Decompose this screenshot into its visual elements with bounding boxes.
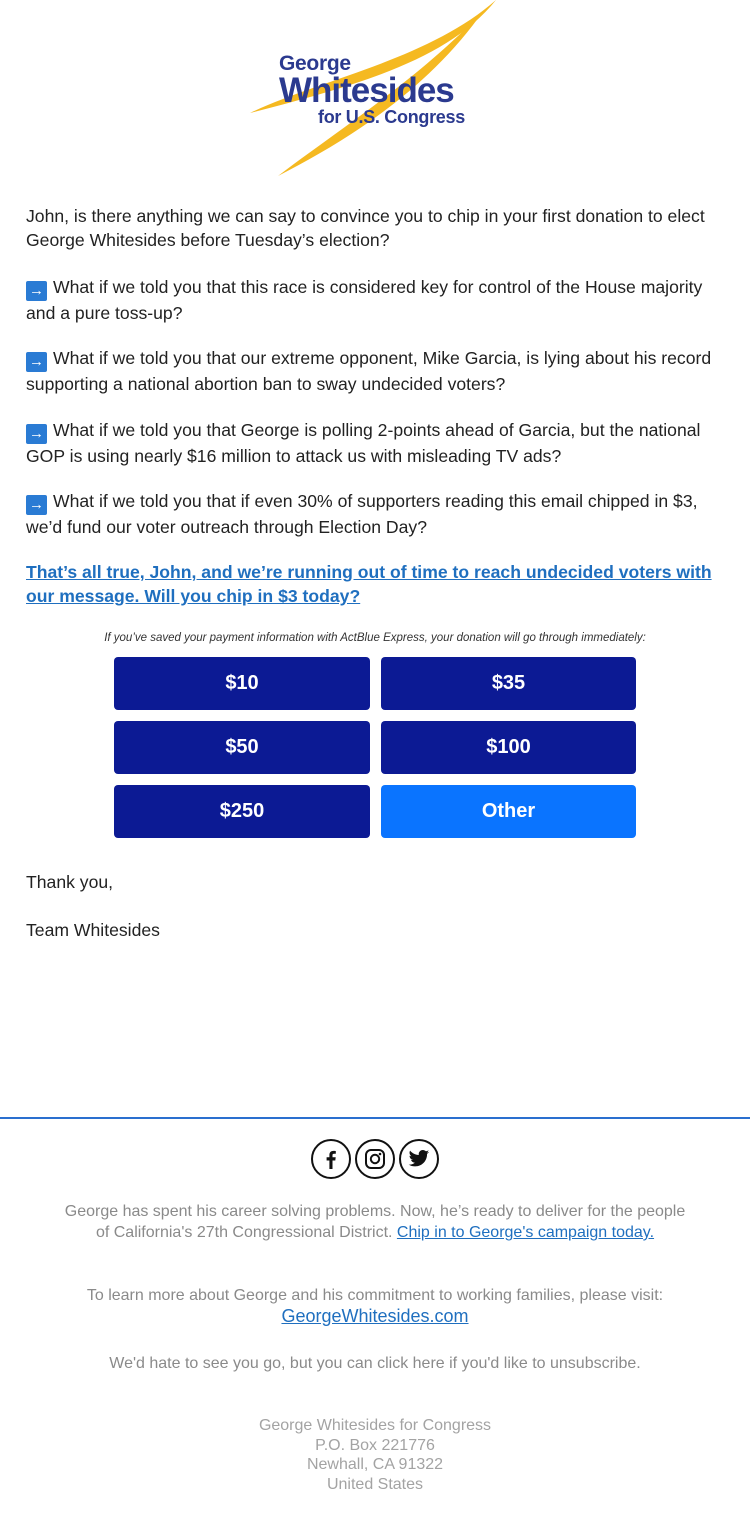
- logo-first-name: George: [279, 52, 351, 75]
- arrow-right-icon: →: [26, 352, 47, 372]
- bullet-paragraph: [26, 489, 726, 539]
- career-text: George has spent his career solving problems. Now, he’s ready to deliver for the people of California's 27th Congressional District.: [64, 1203, 686, 1241]
- bullet-text: What if we told you that our extreme opponent, Mike Garcia, is lying about his record supporting a national abortion ban to sway undecided voters?: [26, 348, 712, 394]
- learn-more-paragraph: [60, 1285, 690, 1328]
- donate-other-button[interactable]: Other: [381, 785, 636, 838]
- unsubscribe-text[interactable]: We'd hate to see you go, but you can click here if you'd like to unsubscribe.: [109, 1355, 641, 1372]
- chip-in-link[interactable]: Chip in to George's campaign today.: [396, 1224, 655, 1241]
- donate-10-button[interactable]: $10: [114, 657, 370, 710]
- donate-100-button[interactable]: $100: [381, 721, 636, 774]
- address-line: United States: [326, 1475, 424, 1493]
- donate-35-button[interactable]: $35: [381, 657, 636, 710]
- thanks-text: Thank you,: [26, 872, 114, 892]
- actblue-express-note: If you’ve saved your payment information with ActBlue Express, your donation will go through immediately:: [104, 632, 646, 644]
- campaign-logo: [248, 0, 498, 180]
- bullet-paragraph: [26, 346, 726, 396]
- facebook-icon[interactable]: [311, 1139, 351, 1179]
- bullet-text: What if we told you that George is polling 2-points ahead of Garcia, but the national GOP is using nearly $16 million to attack us with misleading TV ads?: [26, 420, 701, 466]
- arrow-right-icon: →: [26, 495, 47, 515]
- address-line: Newhall, CA 91322: [306, 1456, 444, 1473]
- arrow-right-icon: →: [26, 424, 47, 444]
- career-paragraph: [60, 1201, 690, 1243]
- website-link[interactable]: GeorgeWhitesides.com: [281, 1306, 469, 1326]
- donate-50-button[interactable]: $50: [114, 721, 370, 774]
- intro-paragraph: John, is there anything we can say to convince you to chip in your first donation to elect George Whitesides before Tuesday’s election?: [26, 206, 705, 250]
- donate-250-button[interactable]: $250: [114, 785, 370, 838]
- address-line: George Whitesides for Congress: [258, 1417, 492, 1434]
- bullet-text: What if we told you that this race is considered key for control of the House majority and a pure toss-up?: [26, 277, 703, 323]
- signature-text: Team Whitesides: [26, 920, 160, 940]
- bullet-text: What if we told you that if even 30% of supporters reading this email chipped in $3, we’d fund our voter outreach through Election Day?: [26, 491, 698, 537]
- donate-cta-link[interactable]: That’s all true, John, and we’re running out of time to reach undecided voters with our message. Will you chip in $3 today?: [26, 562, 712, 606]
- logo-last-name: Whitesides: [279, 71, 454, 110]
- arrow-right-icon: →: [26, 281, 47, 301]
- address-line: P.O. Box 221776: [315, 1436, 435, 1454]
- mailing-address: [0, 1416, 750, 1494]
- bullet-paragraph: [26, 418, 726, 468]
- learn-more-text: To learn more about George and his commitment to working families, please visit:: [86, 1287, 664, 1304]
- logo-tagline: for U.S. Congress: [318, 107, 465, 127]
- instagram-icon[interactable]: [355, 1139, 395, 1179]
- twitter-icon[interactable]: [399, 1139, 439, 1179]
- footer-divider: [0, 1117, 750, 1119]
- bullet-paragraph: [26, 275, 726, 325]
